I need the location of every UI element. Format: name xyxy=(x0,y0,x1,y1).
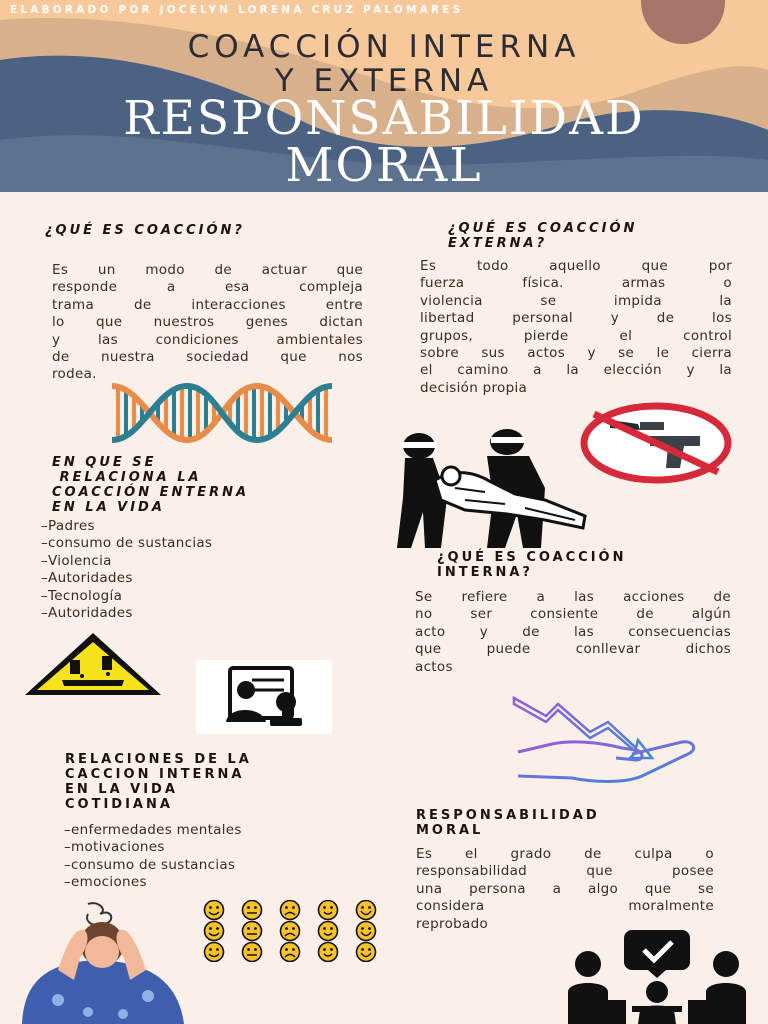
list-item: –emociones xyxy=(64,874,147,891)
list-item: –consumo de sustancias xyxy=(41,535,213,552)
text-line: Es el grado de culpa o xyxy=(416,846,714,862)
text-line: COACCIÓN ENTERNA xyxy=(52,485,250,500)
emoji-face xyxy=(281,922,300,941)
text-line: responsabilidad que posee xyxy=(416,863,714,880)
text-responsabilidad xyxy=(416,846,714,933)
emoji-face xyxy=(205,901,224,920)
page-subtitle: RESPONSABILIDAD MORAL xyxy=(123,91,645,192)
arrow-down-hand-icon xyxy=(512,690,702,786)
list-item: –motivaciones xyxy=(64,839,165,856)
heading-cotidiana xyxy=(65,752,252,812)
text-coaccion-interna xyxy=(415,589,731,676)
heading-coaccion-interna: ¿QUÉ ES COACCIÓN INTERNA? xyxy=(437,550,627,580)
text-line: grupos, pierde el control xyxy=(420,327,732,344)
text-line: actos xyxy=(415,658,453,675)
text-coaccion-externa xyxy=(420,258,732,397)
list-item: –Padres xyxy=(41,518,95,534)
team-check-icon xyxy=(562,930,752,1024)
text-line: decisión propia xyxy=(420,379,528,396)
text-line: una persona a algo que se xyxy=(416,880,714,897)
text-line: violencia se impida la xyxy=(420,292,732,309)
text-line: EN LA VIDA xyxy=(65,782,178,797)
text-line: sobre sus actos y se le cierra xyxy=(420,345,732,362)
police-arrest-icon xyxy=(395,428,595,550)
hazard-warning-icon xyxy=(22,630,164,698)
page-title: COACCIÓN INTERNA Y EXTERNA xyxy=(187,29,581,99)
heading-coaccion-externa: ¿QUÉ ES COACCIÓN EXTERNA? xyxy=(448,221,638,251)
emoji-face xyxy=(319,943,338,962)
text-line: rodea. xyxy=(52,366,97,383)
emoji-faces-icon xyxy=(196,900,388,962)
emoji-face xyxy=(243,943,262,962)
text-line: trama de interacciones entre xyxy=(52,296,363,313)
text-line: que puede conllevar dichos xyxy=(415,641,731,658)
credit-text: ELABORADO POR JOCELYN LORENA CRUZ PALOMARES xyxy=(10,4,464,16)
text-line: CACCION INTERNA xyxy=(65,767,245,782)
text-line: libertad personal y de los xyxy=(420,310,732,327)
heading-relacion xyxy=(52,455,249,515)
emoji-face xyxy=(243,901,262,920)
list-item: –enfermedades mentales xyxy=(64,822,242,838)
emoji-face xyxy=(281,943,300,962)
text-line: y las condiciones ambientales xyxy=(52,331,363,348)
text-line: Se refiere a las acciones de xyxy=(415,589,731,605)
list-item: –Tecnología xyxy=(41,587,123,604)
emoji-face xyxy=(319,922,338,941)
emoji-face xyxy=(243,922,262,941)
text-line: el camino a la elección y la xyxy=(420,362,732,379)
heading-coaccion: ¿QUÉ ES COACCIÓN? xyxy=(45,223,245,238)
dna-icon xyxy=(112,378,332,448)
text-line: COTIDIANA xyxy=(65,797,173,812)
text-line: EN QUE SE xyxy=(52,455,157,470)
emoji-face xyxy=(281,901,300,920)
list-item: –Violencia xyxy=(41,552,112,569)
list-item: –consumo de sustancias xyxy=(64,856,236,873)
emoji-face xyxy=(357,922,376,941)
text-line: fuerza física. armas o xyxy=(420,275,732,292)
text-line: reprobado xyxy=(416,915,489,932)
text-line: Es todo aquello que por xyxy=(420,258,732,274)
heading-responsabilidad: RESPONSABILIDAD MORAL xyxy=(416,808,600,838)
document-stamp-icon xyxy=(196,660,332,734)
list-cotidiana xyxy=(64,822,242,892)
text-line: RELACIONES DE LA xyxy=(65,752,252,767)
emoji-face xyxy=(357,901,376,920)
list-relacion xyxy=(41,518,212,622)
emoji-face xyxy=(205,943,224,962)
text-line: EN LA VIDA xyxy=(52,500,165,515)
list-item: –Autoridades xyxy=(41,570,133,587)
text-line: no ser consiente de algún xyxy=(415,606,731,623)
text-line: Es un modo de actuar que xyxy=(52,262,363,278)
no-weapons-icon xyxy=(580,402,732,484)
emoji-face xyxy=(319,901,338,920)
text-line: lo que nuestros genes dictan xyxy=(52,314,363,331)
emoji-face xyxy=(357,943,376,962)
text-line: considera moralmente xyxy=(416,898,714,915)
emoji-face xyxy=(205,922,224,941)
text-line: responde a esa compleja xyxy=(52,279,363,296)
stressed-person-icon xyxy=(18,900,188,1024)
text-line: RELACIONA LA xyxy=(52,470,202,485)
text-line: de nuestra sociedad que nos xyxy=(52,349,363,366)
header-banner xyxy=(0,0,768,192)
text-coaccion xyxy=(52,262,363,384)
list-item: –Autoridades xyxy=(41,605,133,622)
text-line: acto y de las consecuencias xyxy=(415,623,731,640)
